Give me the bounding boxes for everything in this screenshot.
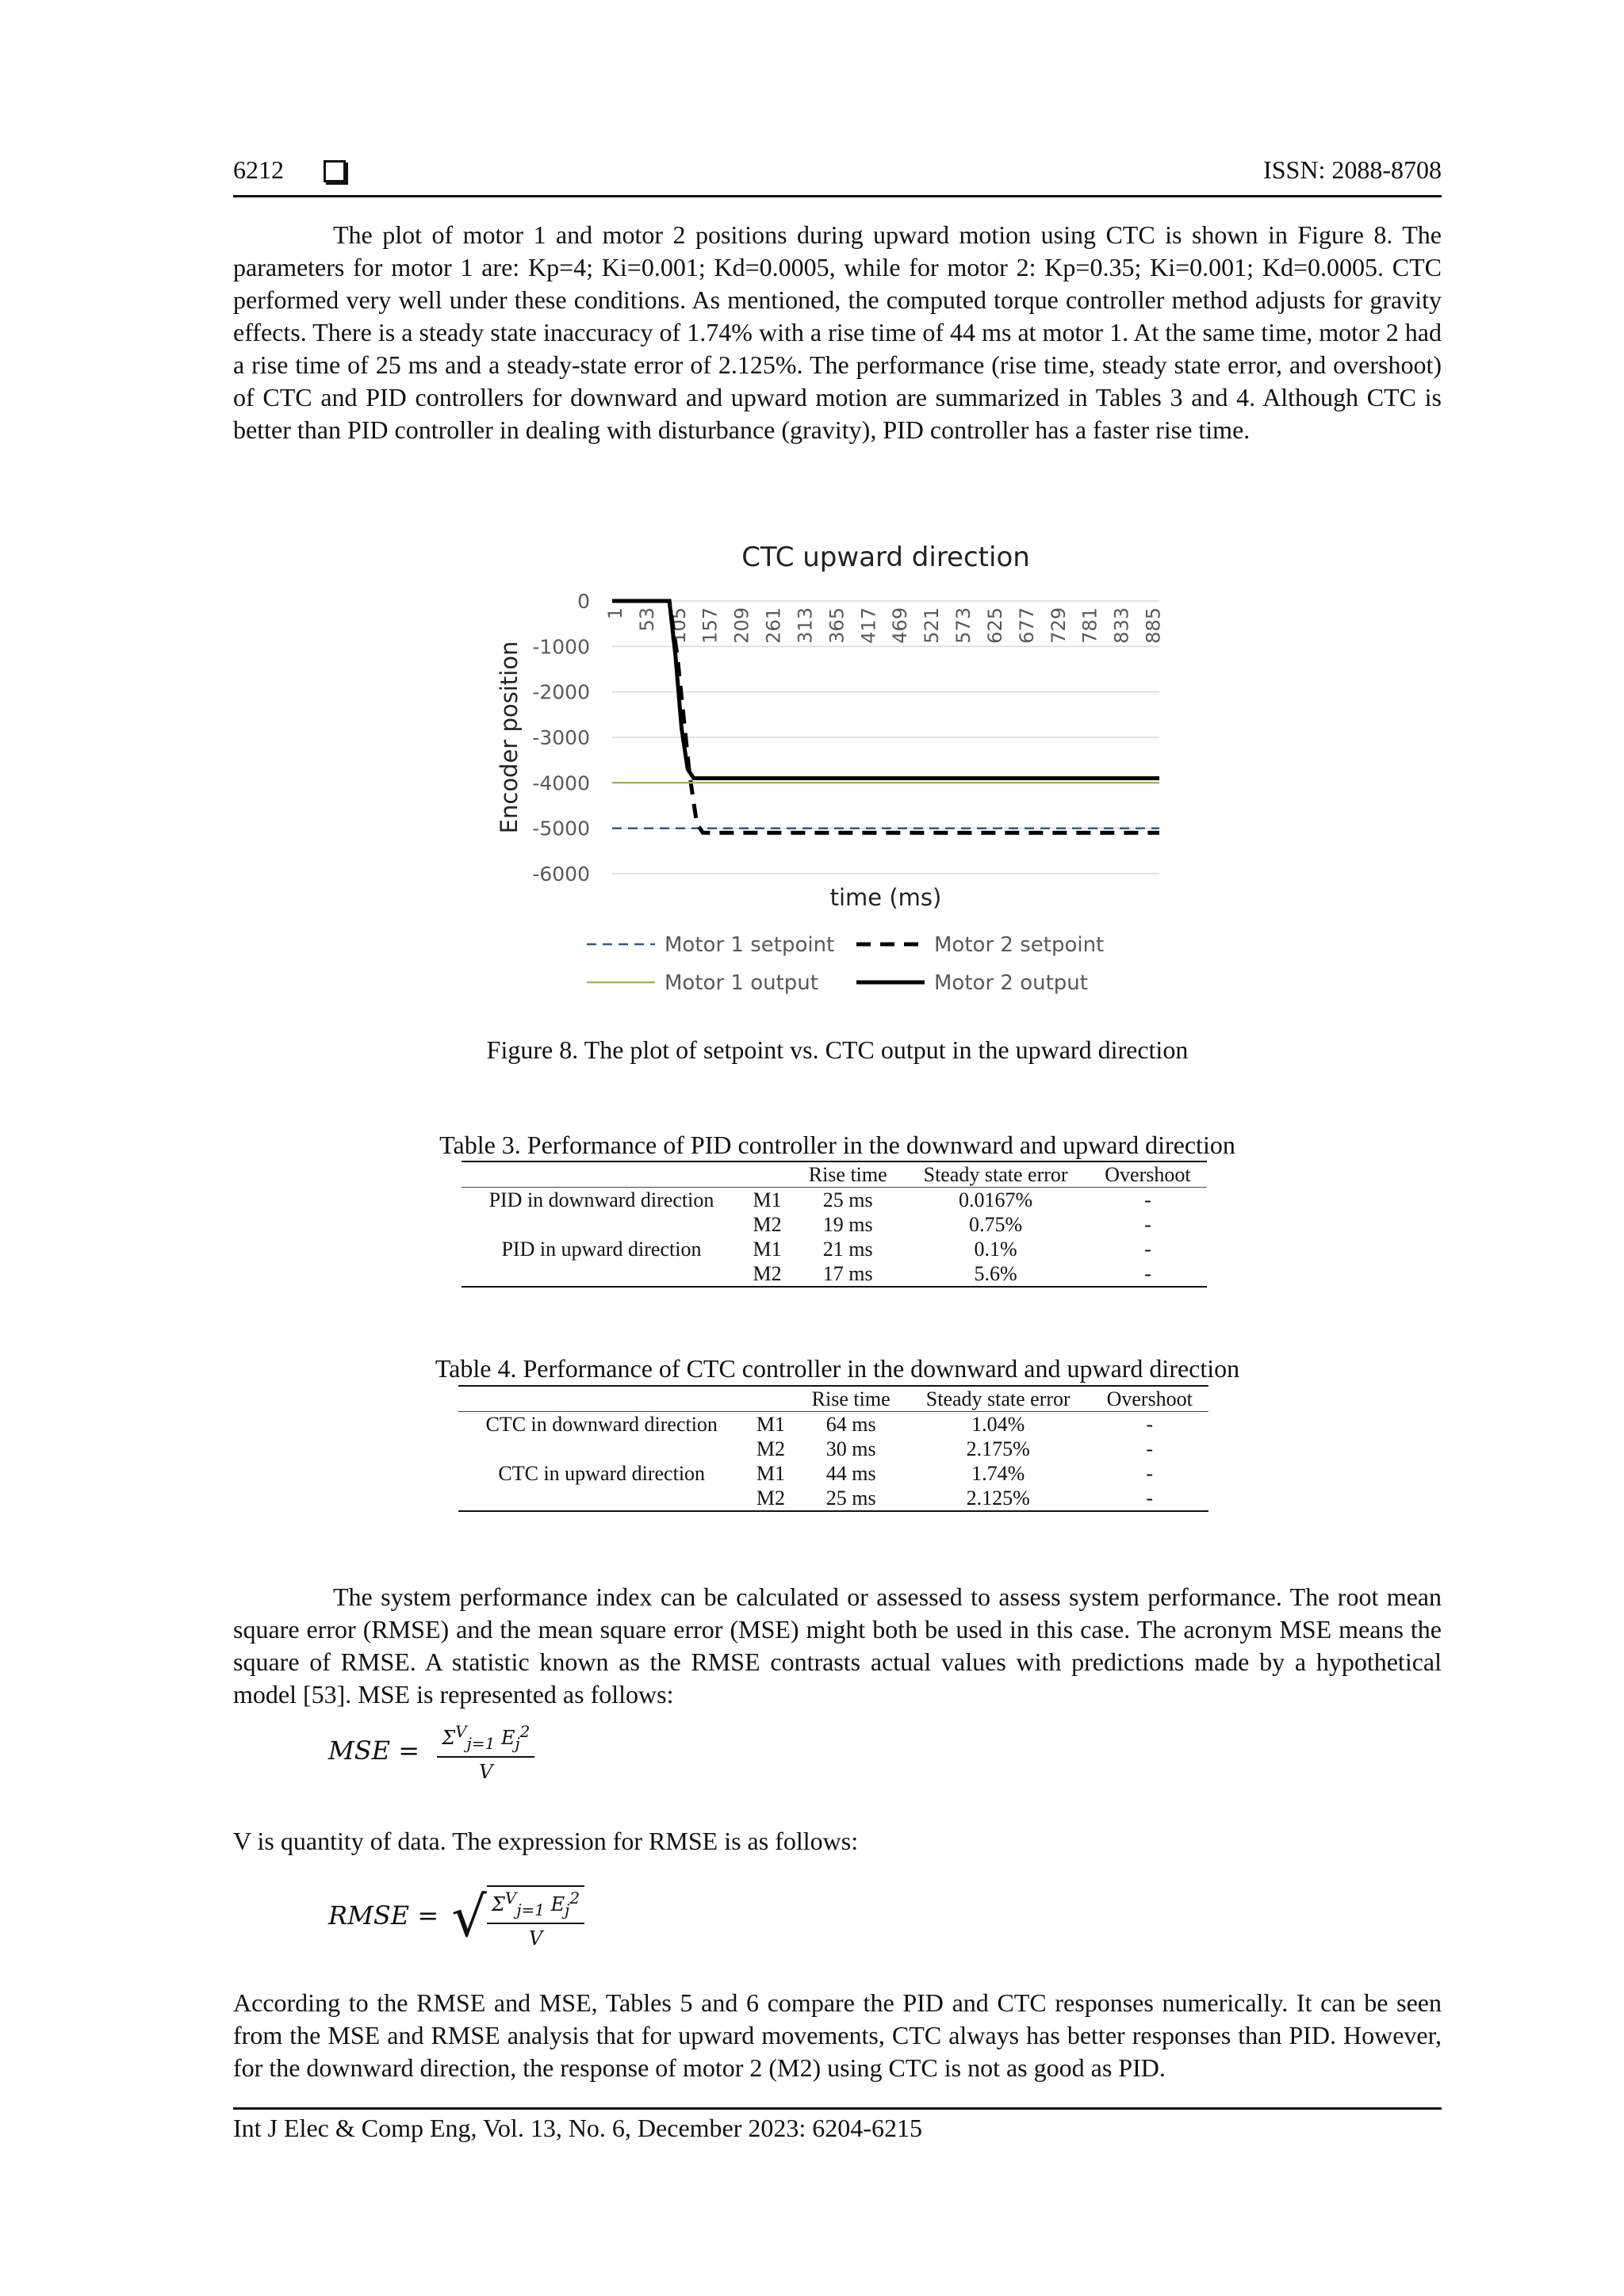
- header-cell: Steady state error: [902, 1161, 1089, 1188]
- header-cell: [741, 1161, 793, 1188]
- table-cell: M1: [756, 1461, 785, 1485]
- x-tick-label: 105: [667, 607, 690, 644]
- table-cell: [462, 1212, 741, 1237]
- table-cell: M1: [753, 1188, 782, 1211]
- y-tick-label: -5000: [532, 817, 590, 840]
- table-cell: M2: [741, 1261, 793, 1287]
- chart-title: CTC upward direction: [741, 541, 1030, 573]
- mse-equation: [328, 1722, 534, 1783]
- x-tick-label: 157: [699, 607, 722, 644]
- x-tick-label: 729: [1047, 607, 1070, 644]
- mse-numerator: $\Sigma^V_{j=1}$ $E_j^2$: [437, 1722, 534, 1758]
- table-cell: M1: [756, 1412, 785, 1436]
- paragraph-1: The plot of motor 1 and motor 2 positions during upward motion using CTC is shown in Figure 8. The parameters for motor 1 are: Kp=4; Ki=0.001; Kd=0.0005, while for motor 2: Kp=0.35; Ki=0.001; Kd=0.0005. CTC performed very well under these conditions. As mentioned, the computed torque controller method adjusts for gravity effects. There is a steady state inaccuracy of 1.74% with a rise time of 44 ms at motor 1. At the same time, motor 2 had a rise time of 25 ms and a steady-state error of 2.125%. The performance (rise time, steady state error, and overshoot) of CTC and PID controllers for downward and upward motion are summarized in Tables 3 and 4. Although CTC is better than PID controller in dealing with disturbance (gravity), PID controller has a faster rise time.: [233, 220, 1442, 444]
- header-cell: Steady state error: [906, 1386, 1091, 1412]
- legend-label: Motor 2 setpoint: [934, 933, 1105, 957]
- table-cell: -: [1091, 1486, 1208, 1511]
- table-cell: PID in upward direction: [501, 1237, 702, 1261]
- figure-8-chart: [476, 531, 1174, 1007]
- figure-caption: Figure 8. The plot of setpoint vs. CTC output in the upward direction: [486, 1035, 1189, 1064]
- table4-caption: Table 4. Performance of CTC controller in the downward and upward direction: [435, 1354, 1240, 1383]
- table-cell: 1.04%: [971, 1412, 1025, 1436]
- rmse-lhs: RMSE =: [328, 1900, 439, 1931]
- x-tick-label: 677: [1015, 607, 1038, 644]
- header-cell: [745, 1386, 796, 1412]
- legend-label: Motor 1 output: [665, 971, 818, 995]
- table-cell: -: [1144, 1212, 1151, 1236]
- x-tick-label: 209: [730, 607, 753, 644]
- mse-lhs: MSE =: [328, 1735, 420, 1766]
- table-row: [458, 1412, 1208, 1437]
- x-tick-label: 885: [1142, 607, 1165, 644]
- table-cell: -: [1089, 1261, 1207, 1287]
- header-cell: Rise time: [793, 1161, 902, 1188]
- x-tick-label: 365: [825, 607, 848, 644]
- paragraph-2: The system performance index can be calculated or assessed to assess system performance. The root mean square error (RMSE) and the mean square error (MSE) might both be used in this case. The acronym MSE means the square of RMSE. A statistic known as the RMSE contrasts actual values with predictions made by a hypothetical model [53]. MSE is represented as follows:: [233, 1582, 1442, 1709]
- table-row: [462, 1237, 1207, 1261]
- page-number: 6212: [233, 155, 284, 184]
- table-cell: M2: [745, 1486, 796, 1511]
- issn: ISSN: 2088-8708: [1263, 155, 1442, 184]
- legend-label: Motor 1 setpoint: [665, 933, 835, 957]
- y-tick-label: -2000: [532, 680, 590, 704]
- x-tick-label: 417: [857, 607, 880, 644]
- table-cell: [462, 1261, 741, 1287]
- paragraph-4: According to the RMSE and MSE, Tables 5 and 6 compare the PID and CTC responses numerically. It can be seen from the MSE and RMSE analysis that for upward movements, CTC always has better responses than PID. However, for the downward direction, the response of motor 2 (M2) using CTC is not as good as PID.: [233, 1988, 1442, 2082]
- table-row: [462, 1261, 1207, 1287]
- table-cell: -: [1144, 1188, 1151, 1211]
- table-cell: 2.175%: [966, 1437, 1030, 1460]
- table-cell: 2.125%: [906, 1486, 1091, 1511]
- table-cell: -: [1146, 1412, 1154, 1436]
- table-row: [462, 1188, 1207, 1213]
- table-row: [458, 1437, 1208, 1461]
- x-tick-label: 469: [889, 607, 912, 644]
- table-cell: -: [1146, 1461, 1154, 1485]
- page-header: [233, 155, 1442, 195]
- y-tick-label: -6000: [532, 863, 590, 886]
- legend-label: Motor 2 output: [934, 971, 1088, 995]
- series-line-4: [612, 601, 1159, 779]
- table-cell: 0.75%: [969, 1212, 1023, 1236]
- table-cell: 19 ms: [822, 1212, 873, 1236]
- table-cell: 44 ms: [825, 1461, 876, 1485]
- x-tick-label: 573: [952, 607, 975, 644]
- rmse-fraction: [487, 1885, 584, 1950]
- x-tick-label: 1: [604, 607, 626, 620]
- table-cell: M2: [753, 1212, 782, 1236]
- header-cell: [458, 1386, 745, 1412]
- y-axis-label: Encoder position: [496, 641, 523, 834]
- table-header-row: [458, 1386, 1208, 1412]
- table-cell: M2: [756, 1437, 785, 1460]
- table-cell: 0.1%: [974, 1237, 1017, 1261]
- rmse-denominator: V: [528, 1927, 543, 1950]
- table-cell: 5.6%: [902, 1261, 1089, 1287]
- table-cell: -: [1146, 1437, 1154, 1460]
- header-rule: [233, 195, 1442, 197]
- x-tick-label: 53: [635, 607, 658, 632]
- x-tick-label: 625: [983, 607, 1006, 644]
- y-tick-label: -4000: [532, 771, 590, 795]
- table4: [458, 1385, 1208, 1512]
- table3: [462, 1161, 1207, 1288]
- mse-fraction: [437, 1722, 534, 1783]
- x-tick-label: 261: [762, 607, 785, 644]
- table3-caption: Table 3. Performance of PID controller in the downward and upward direction: [439, 1131, 1235, 1159]
- table-cell: 30 ms: [825, 1437, 876, 1460]
- table-cell: 0.0167%: [959, 1188, 1033, 1211]
- table-cell: 1.74%: [971, 1461, 1025, 1485]
- sqrt-icon: √: [451, 1885, 487, 1950]
- table-row: [462, 1212, 1207, 1237]
- x-tick-label: 313: [794, 607, 817, 644]
- x-tick-label: 521: [921, 607, 944, 644]
- table-cell: M1: [753, 1237, 782, 1261]
- table-cell: CTC in downward direction: [485, 1412, 718, 1436]
- x-tick-label: 781: [1078, 607, 1101, 644]
- x-axis-label: time (ms): [829, 884, 942, 911]
- header-cell: [462, 1161, 741, 1188]
- table-cell: 25 ms: [822, 1188, 873, 1211]
- chart-svg: [476, 531, 1174, 1007]
- x-tick-label: 833: [1110, 607, 1133, 644]
- header-cell: Overshoot: [1091, 1386, 1208, 1412]
- footer-rule: [233, 2107, 1442, 2110]
- table-cell: [458, 1437, 745, 1461]
- square-bullet-icon: [324, 160, 346, 182]
- table-header-row: [462, 1161, 1207, 1188]
- table-row: [458, 1461, 1208, 1486]
- table-row: [458, 1486, 1208, 1511]
- y-tick-label: -1000: [532, 635, 590, 659]
- header-cell: Overshoot: [1089, 1161, 1207, 1188]
- table-cell: 25 ms: [796, 1486, 906, 1511]
- rmse-numerator: $\Sigma^V_{j=1}$ $E_j^2$: [487, 1888, 584, 1924]
- table-cell: [458, 1486, 745, 1511]
- table-cell: -: [1144, 1237, 1151, 1261]
- table-cell: CTC in upward direction: [498, 1461, 706, 1485]
- table-cell: 64 ms: [825, 1412, 876, 1436]
- rmse-equation: [328, 1885, 584, 1950]
- table-cell: PID in downward direction: [488, 1188, 714, 1211]
- table-cell: 17 ms: [793, 1261, 902, 1287]
- table-cell: 21 ms: [822, 1237, 873, 1261]
- paragraph-3: V is quantity of data. The expression for RMSE is as follows:: [233, 1827, 859, 1855]
- page-footer: Int J Elec & Comp Eng, Vol. 13, No. 6, December 2023: 6204-6215: [233, 2114, 922, 2142]
- mse-denominator: V: [479, 1760, 493, 1783]
- y-tick-label: -3000: [532, 726, 590, 749]
- series-line-2: [612, 601, 1159, 832]
- header-cell: Rise time: [796, 1386, 906, 1412]
- y-tick-label: 0: [577, 590, 590, 613]
